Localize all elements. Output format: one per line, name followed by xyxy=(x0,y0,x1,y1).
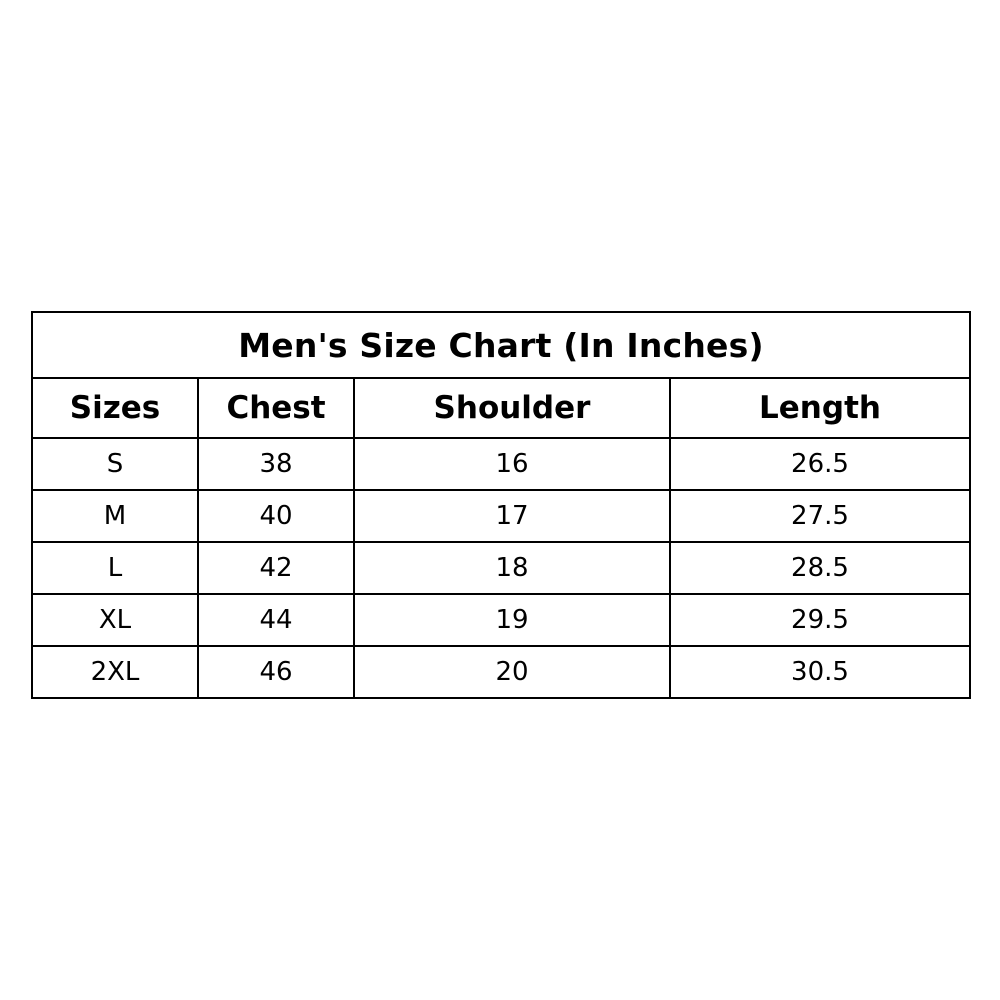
cell-size: S xyxy=(32,438,198,490)
size-chart-container xyxy=(31,311,969,699)
cell-chest: 42 xyxy=(198,542,354,594)
column-header-length: Length xyxy=(670,378,970,438)
cell-length: 26.5 xyxy=(670,438,970,490)
size-chart-table xyxy=(31,311,971,699)
cell-shoulder: 18 xyxy=(354,542,670,594)
cell-chest: 44 xyxy=(198,594,354,646)
column-header-sizes: Sizes xyxy=(32,378,198,438)
cell-chest: 40 xyxy=(198,490,354,542)
cell-size: XL xyxy=(32,594,198,646)
table-row xyxy=(32,646,970,698)
table-header-row xyxy=(32,378,970,438)
table-row xyxy=(32,438,970,490)
chart-title: Men's Size Chart (In Inches) xyxy=(32,312,970,378)
cell-length: 29.5 xyxy=(670,594,970,646)
table-row xyxy=(32,542,970,594)
column-header-shoulder: Shoulder xyxy=(354,378,670,438)
cell-length: 30.5 xyxy=(670,646,970,698)
table-row xyxy=(32,490,970,542)
cell-shoulder: 20 xyxy=(354,646,670,698)
cell-chest: 46 xyxy=(198,646,354,698)
table-title-row xyxy=(32,312,970,378)
cell-chest: 38 xyxy=(198,438,354,490)
table-row xyxy=(32,594,970,646)
cell-size: L xyxy=(32,542,198,594)
cell-length: 28.5 xyxy=(670,542,970,594)
cell-length: 27.5 xyxy=(670,490,970,542)
cell-shoulder: 17 xyxy=(354,490,670,542)
column-header-chest: Chest xyxy=(198,378,354,438)
cell-shoulder: 19 xyxy=(354,594,670,646)
cell-size: M xyxy=(32,490,198,542)
cell-shoulder: 16 xyxy=(354,438,670,490)
cell-size: 2XL xyxy=(32,646,198,698)
